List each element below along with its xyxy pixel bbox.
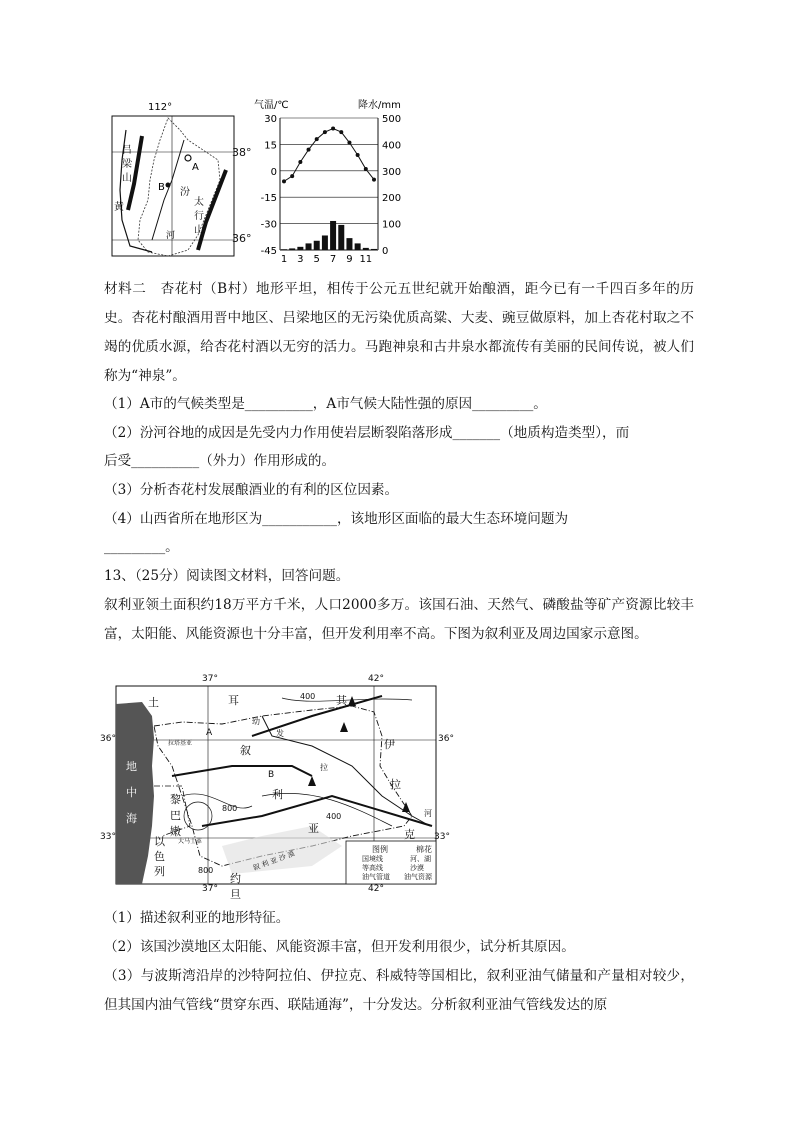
temperature-point — [364, 167, 368, 171]
city-b-marker — [166, 183, 171, 188]
precipitation-bar — [338, 225, 344, 250]
precipitation-bar — [355, 243, 361, 250]
q12-item1: （1）A市的气候类型是__________，A市气候大陆性强的原因_________。 — [104, 396, 547, 412]
map2-israel: 以 色 列 — [154, 835, 165, 878]
map2-latakia: 拉塔基亚 — [168, 740, 193, 747]
temperature-line — [284, 129, 374, 182]
map2-mediterranean: 地 中 海 — [126, 760, 137, 825]
map1-lat-38: 38° — [232, 146, 252, 159]
temperature-tick-label: -30 — [260, 219, 277, 231]
map1-huanghe: 黄 — [114, 202, 124, 213]
map2-lat-36-right: 36° — [438, 734, 454, 744]
month-tick-label: 9 — [346, 254, 353, 265]
map2-fa: 幼 — [252, 717, 260, 726]
map2-ya: 亚 — [308, 822, 319, 835]
temperature-point — [331, 127, 335, 131]
month-tick-label: 7 — [329, 254, 337, 265]
precipitation-bar — [363, 248, 369, 250]
map1-fen: 汾 — [180, 187, 190, 198]
precipitation-bar — [297, 247, 303, 250]
map2-qi: 其 — [336, 694, 347, 707]
precipitation-tick-label: 200 — [382, 193, 402, 205]
precipitation-bar — [314, 241, 320, 250]
map2-la: 拉 — [390, 778, 401, 791]
map2-point-b: B — [268, 770, 275, 780]
map2-legend-pipeline: 油气管道 — [362, 873, 390, 881]
temperature-tick-label: 0 — [270, 166, 277, 178]
map2-legend-resources: 油气资源 — [404, 873, 432, 881]
map2-legend-river-lake: 河、湖 — [410, 855, 431, 863]
precipitation-tick-label: 300 — [382, 166, 402, 178]
q12-item2-line1: （2）汾河谷地的成因是先受内力作用使岩层断裂陷落形成_______（地质构造类型），而 — [104, 425, 630, 441]
q13-heading: 13、（25分）阅读图文材料，回答问题。 — [104, 568, 350, 584]
q12-item3: （3）分析杏花村发展酿酒业的有利的区位因素。 — [104, 482, 399, 498]
month-tick-label: 5 — [313, 254, 320, 265]
map2-lat-36-left: 36° — [100, 734, 116, 744]
temperature-point — [339, 130, 343, 134]
climate-right-label: 降水/mm — [358, 100, 401, 111]
temperature-point — [347, 141, 351, 145]
q13-item1: （1）描述叙利亚的地形特征。 — [104, 910, 290, 926]
precipitation-tick-label: 0 — [382, 246, 389, 257]
temperature-tick-label: -45 — [260, 246, 277, 257]
q13-item2: （2）该国沙漠地区太阳能、风能资源丰富，但开发利用很少，试分析其原因。 — [104, 939, 575, 955]
q12-item4-line2: _________。 — [104, 539, 179, 555]
map2-lat-33-right: 33° — [434, 832, 450, 842]
precipitation-tick-label: 100 — [382, 219, 402, 231]
q12-item2-line2: 后受__________（外力）作用形成的。 — [104, 453, 336, 469]
city-a-marker — [185, 155, 191, 161]
map2-er: 耳 — [228, 694, 239, 707]
map2-lat-33-left: 33° — [100, 832, 116, 842]
map2-legend-contour: 等高线 — [362, 864, 383, 872]
map2-desert-label: 叙 利 亚 沙 漠 — [251, 849, 296, 873]
map1-lvliang-label: 吕 梁 山 — [122, 145, 132, 184]
temperature-tick-label: 30 — [264, 114, 277, 125]
temperature-point — [290, 174, 294, 178]
month-tick-label: 11 — [359, 254, 373, 265]
map2-point-a: A — [206, 728, 213, 738]
map2-river-label: 河 — [424, 809, 432, 818]
map2-lon-42-bottom: 42° — [368, 884, 384, 894]
q13-intro: 叙利亚领土面积约18万平方千米，人口2000多万。该国石油、天然气、磷酸盐等矿产资源比较丰富，太阳能、风能资源也十分丰富，但开发利用率不高。下图为叙利亚及周边国家示意图。 — [104, 597, 694, 642]
map1-lon-112: 112° — [148, 102, 173, 113]
map2-legend-desert: 沙漠 — [410, 864, 424, 872]
precipitation-tick-label: 400 — [382, 140, 402, 152]
map2-damascus: 大马士革 — [178, 838, 203, 845]
temperature-point — [356, 153, 360, 157]
map2-lon-42-top: 42° — [368, 674, 384, 684]
map2-legend-cotton: 棉花 — [416, 845, 432, 854]
map1-point-b: B — [158, 182, 165, 193]
temperature-point — [307, 148, 311, 152]
map2-contour-400-mid: 400 — [326, 812, 342, 821]
precipitation-bar — [330, 221, 336, 250]
map2-tu: 土 — [148, 696, 159, 709]
precipitation-tick-label: 500 — [382, 114, 402, 125]
q12-item4-line1: （4）山西省所在地形区为___________，该地形区面临的最大生态环境问题为 — [104, 511, 569, 527]
precipitation-bar — [281, 249, 287, 250]
temperature-point — [372, 178, 376, 182]
precipitation-bar — [346, 238, 352, 250]
material-two-text: 材料二 杏花村（B村）地形平坦，相传于公元五世纪就开始酿酒，距今已有一千四百多年的历史。杏花村酿酒用晋中地区、吕梁地区的无污染优质高粱、大麦、豌豆做原料，加上杏花村取之不竭的优质水源，给杏花村酒以无穷的活力。马跑神泉和古井泉水都流传有美丽的民间传说，被人们称为“神泉”。 — [104, 281, 694, 384]
map1-he: 河 — [166, 231, 176, 241]
map2-lon-37-bottom: 37° — [202, 884, 218, 894]
climate-left-label: 气温/℃ — [254, 100, 289, 111]
temperature-point — [315, 137, 319, 141]
precipitation-bar — [322, 235, 328, 250]
map2-legend-title: 图例 — [372, 845, 388, 854]
map2-lebanon: 黎 巴 嫩 — [170, 793, 181, 838]
map2-lon-37-top: 37° — [202, 674, 218, 684]
q13-item3: （3）与波斯湾沿岸的沙特阿拉伯、伊拉克、科威特等国相比，叙利亚油气储量和产量相对较少，但其国内油气管线“贯穿东西、联陆通海”，十分发达。分析叙利亚油气管线发达的原 — [104, 968, 694, 1013]
shanxi-boundary — [138, 118, 220, 256]
map2-la-city: 拉 — [320, 763, 328, 772]
month-tick-label: 3 — [297, 254, 304, 265]
temperature-point — [282, 179, 286, 183]
temperature-point — [323, 130, 327, 134]
temperature-tick-label: 15 — [264, 140, 277, 152]
precipitation-bar — [289, 248, 295, 250]
temperature-point — [298, 160, 302, 164]
map2-yi: 伊 — [384, 738, 395, 751]
map1-lat-36: 36° — [232, 232, 252, 245]
map2-legend-border: 国境线 — [362, 855, 383, 863]
month-tick-label: 1 — [280, 254, 288, 265]
syria-map — [100, 674, 454, 901]
map2-li: 利 — [272, 788, 283, 801]
map2-contour-800-bottom: 800 — [198, 866, 214, 875]
precipitation-bar — [371, 249, 377, 250]
map2-fa2: 发 — [276, 729, 284, 738]
map2-contour-400-top: 400 — [300, 692, 316, 701]
map2-contour-800: 800 — [222, 804, 238, 813]
precipitation-bar — [306, 243, 312, 250]
temperature-tick-label: -15 — [260, 193, 277, 205]
map2-xu: 叙 — [240, 744, 251, 757]
map2-ke: 克 — [404, 828, 415, 841]
map1-taihang-label: 太 行 山 — [194, 197, 204, 236]
climate-chart — [254, 96, 418, 268]
map1-point-a: A — [192, 162, 199, 173]
map2-jordan: 约 旦 — [230, 872, 241, 901]
